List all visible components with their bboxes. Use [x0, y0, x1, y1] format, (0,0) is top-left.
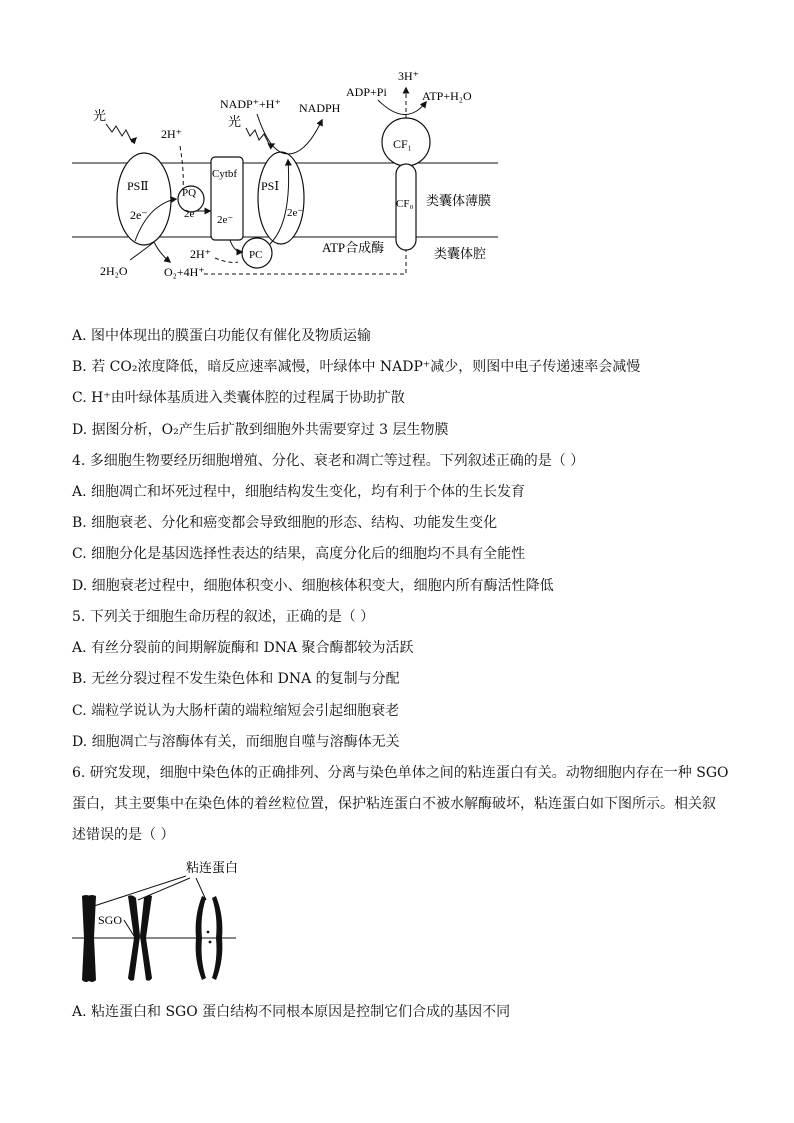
cohesin-pointer-3 — [196, 878, 206, 900]
pq-electron: 2e⁻ — [184, 208, 201, 220]
q5-option-a: A. 有丝分裂前的间期解旋酶和 DNA 聚合酶都较为活跃 — [72, 640, 414, 656]
q3-option-b: B. 若 CO₂浓度降低，暗反应速率减慢，叶绿体中 NADP⁺减少，则图中电子传递速率会减慢 — [72, 359, 641, 375]
q3-option-d: D. 据图分析，O₂产生后扩散到细胞外共需要穿过 3 层生物膜 — [72, 422, 449, 438]
nadph-label: NADPH — [299, 101, 341, 115]
cf0-label: CF₀ — [396, 198, 414, 210]
cytbf-label: Cytbf — [212, 168, 238, 180]
q6-stem-line2: 蛋白，其主要集中在染色体的着丝粒位置，保护粘连蛋白不被水解酶破坏，粘连蛋白如下图所示。相关叙 — [72, 796, 716, 812]
adp-label: ADP+Pi — [346, 85, 387, 99]
q6-option-a: A. 粘连蛋白和 SGO 蛋白结构不同根本原因是控制它们合成的基因不同 — [72, 1004, 511, 1020]
pq-label: PQ — [182, 187, 197, 199]
chromosome-3-fragment-2 — [209, 941, 212, 944]
pc-label: PC — [249, 249, 263, 261]
water-label: 2H₂O — [100, 264, 128, 278]
q3-option-c: C. H⁺由叶绿体基质进入类囊体腔的过程属于协助扩散 — [72, 390, 405, 406]
h3-label: 3H⁺ — [398, 69, 419, 83]
sgo-label: SGO — [98, 913, 123, 927]
light-zigzag-2 — [246, 128, 274, 146]
membrane-label: 类囊体薄膜 — [426, 193, 492, 208]
lumen-label: 类囊体腔 — [434, 246, 487, 261]
cohesin-label: 粘连蛋白 — [186, 860, 239, 875]
light-zigzag-1 — [106, 124, 136, 142]
light-label-2: 光 — [228, 114, 242, 129]
light-label-1: 光 — [93, 108, 107, 123]
psii-label: PSⅡ — [127, 179, 149, 193]
psi-electron: 2e⁻ — [287, 207, 304, 219]
q4-option-b: B. 细胞衰老、分化和癌变都会导致细胞的形态、结构、功能发生变化 — [72, 515, 498, 531]
q6-stem-line1: 6. 研究发现，细胞中染色体的正确排列、分离与染色单体之间的粘连蛋白有关。动物细胞内存在一种 SGO — [72, 765, 729, 781]
oxygen-label: O₂+4H⁺ — [164, 265, 205, 279]
q6-stem-line3: 述错误的是（ ） — [72, 827, 175, 843]
proton-dashed-path — [215, 258, 238, 263]
q5-stem: 5. 下列关于细胞生命历程的叙述，正确的是（ ） — [72, 609, 375, 625]
chromosome-3-fragment-1 — [207, 931, 210, 934]
h-ion-top: 2H⁺ — [161, 127, 182, 141]
psii-complex — [117, 153, 171, 245]
psii-electron: 2e⁻ — [130, 208, 148, 222]
psi-complex — [258, 152, 304, 244]
q4-option-c: C. 细胞分化是基因选择性表达的结果，高度分化后的细胞均不具有全能性 — [72, 546, 526, 562]
nadph-arrow — [257, 114, 322, 154]
atp-synthesis-arrow — [378, 100, 426, 115]
electron-flow-cyt-arrow — [230, 240, 242, 252]
oxygen-arrow — [154, 242, 170, 262]
psi-label: PSⅠ — [261, 179, 280, 193]
atp-synthase-label: ATP合成酶 — [322, 240, 385, 255]
q4-option-a: A. 细胞凋亡和坏死过程中，细胞结构发生变化，均有利于个体的生长发育 — [72, 484, 526, 500]
nadp-label: NADP⁺+H⁺ — [220, 97, 281, 111]
chromosome-diagram — [70, 856, 260, 986]
q5-option-b: B. 无丝分裂过程不发生染色体和 DNA 的复制与分配 — [72, 671, 400, 687]
cf1-label: CF₁ — [393, 137, 412, 151]
cytbf-electron: 2e⁻ — [217, 214, 234, 226]
q4-stem: 4. 多细胞生物要经历细胞增殖、分化、衰老和凋亡等过程。下列叙述正确的是（ ） — [72, 453, 585, 469]
q5-option-d: D. 细胞凋亡与溶酶体有关，而细胞自噬与溶酶体无关 — [72, 734, 400, 750]
q3-option-a: A. 图中体现出的膜蛋白功能仅有催化及物质运输 — [72, 328, 372, 344]
q4-option-d: D. 细胞衰老过程中，细胞体积变小、细胞核体积变大，细胞内所有酶活性降低 — [72, 578, 554, 594]
thylakoid-diagram — [60, 62, 510, 284]
cohesin-pointer-1 — [94, 876, 186, 906]
q5-option-c: C. 端粒学说认为大肠杆菌的端粒缩短会引起细胞衰老 — [72, 703, 400, 719]
atp-label: ATP+H₂O — [422, 89, 472, 103]
h-ion-bottom: 2H⁺ — [190, 247, 211, 261]
